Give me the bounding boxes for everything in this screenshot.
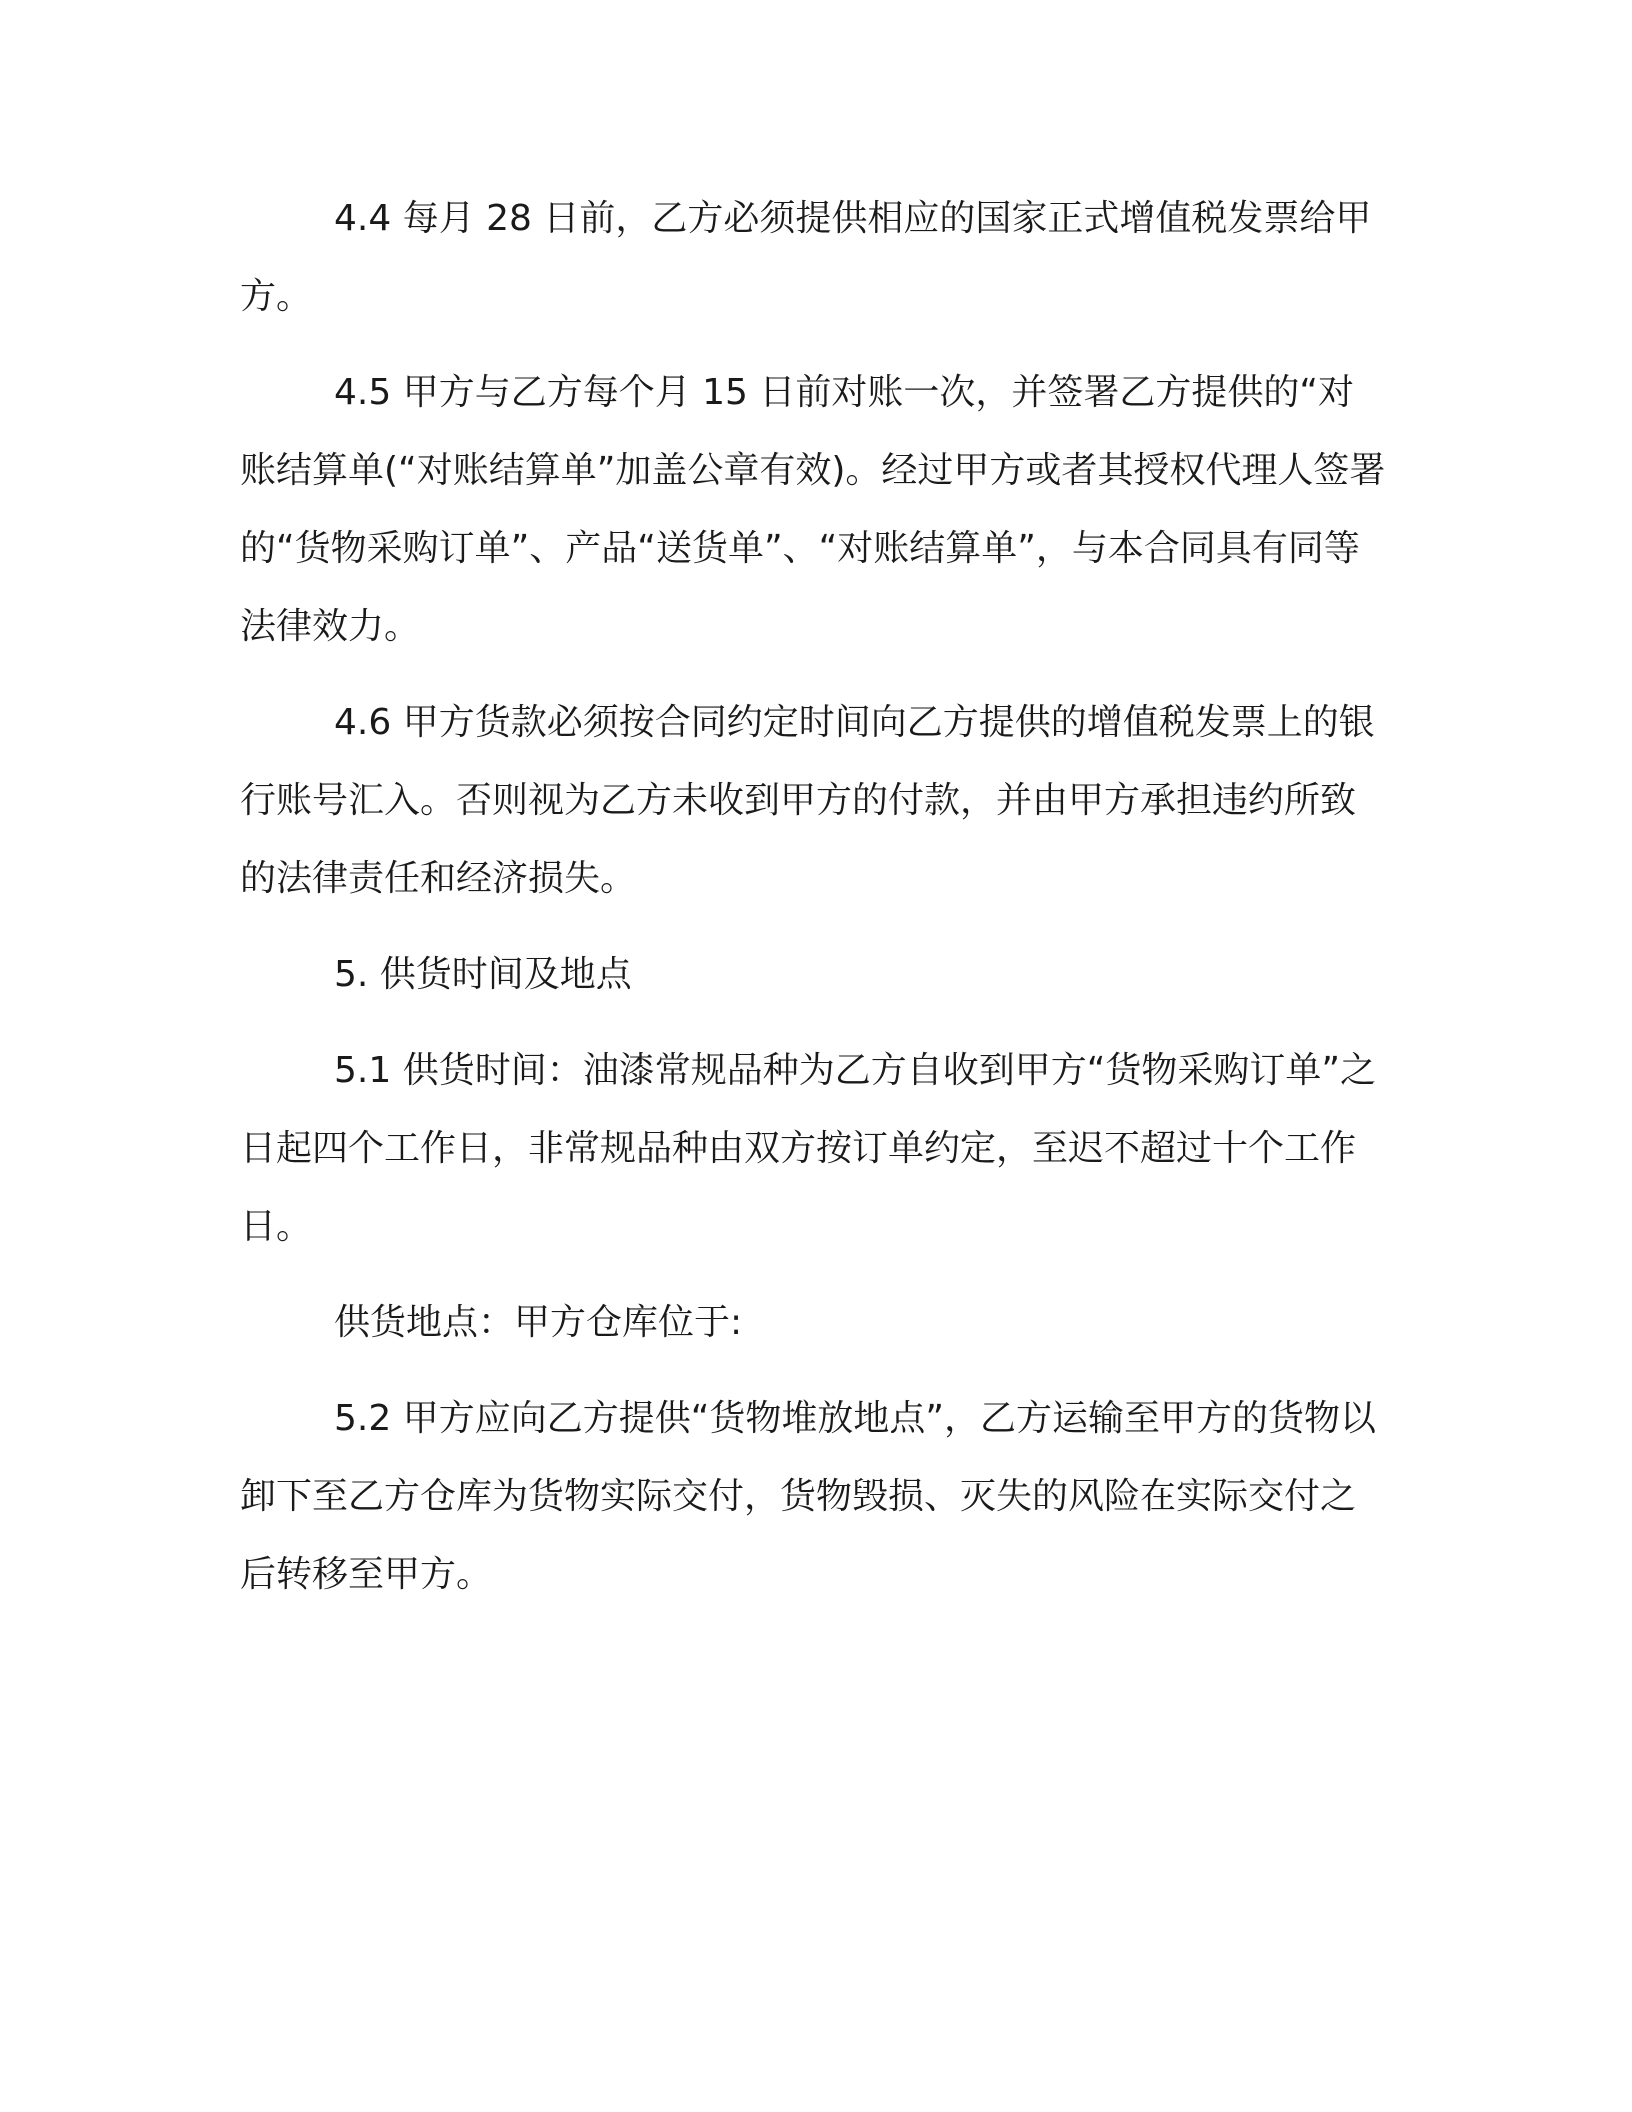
document-body — [240, 180, 1390, 1632]
delivery-location: 供货地点：甲方仓库位于: — [334, 1302, 743, 1343]
section-5-heading: 5. 供货时间及地点 — [334, 954, 632, 995]
clause-5-1: 5.1 供货时间：油漆常规品种为乙方自收到甲方“货物采购订单”之日起四个工作日，非常规品种由双方按订单约定，至迟不超过十个工作日。 — [240, 1050, 1376, 1247]
clause-4-6: 4.6 甲方货款必须按合同约定时间向乙方提供的增值税发票上的银行账号汇入。否则视为乙方未收到甲方的付款，并由甲方承担违约所致的法律责任和经济损失。 — [240, 702, 1375, 899]
clause-4-4: 4.4 每月 28 日前，乙方必须提供相应的国家正式增值税发票给甲方。 — [240, 198, 1372, 317]
clause-4-5: 4.5 甲方与乙方每个月 15 日前对账一次，并签署乙方提供的“对账结算单(“对账结算单”加盖公章有效)。经过甲方或者其授权代理人签署的“货物采购订单”、产品“送货单”、“对账结算单”，与本合同具有同等法律效力。 — [240, 372, 1386, 647]
clause-5-2: 5.2 甲方应向乙方提供“货物堆放地点”，乙方运输至甲方的货物以卸下至乙方仓库为货物实际交付，货物毁损、灭失的风险在实际交付之后转移至甲方。 — [240, 1398, 1376, 1595]
